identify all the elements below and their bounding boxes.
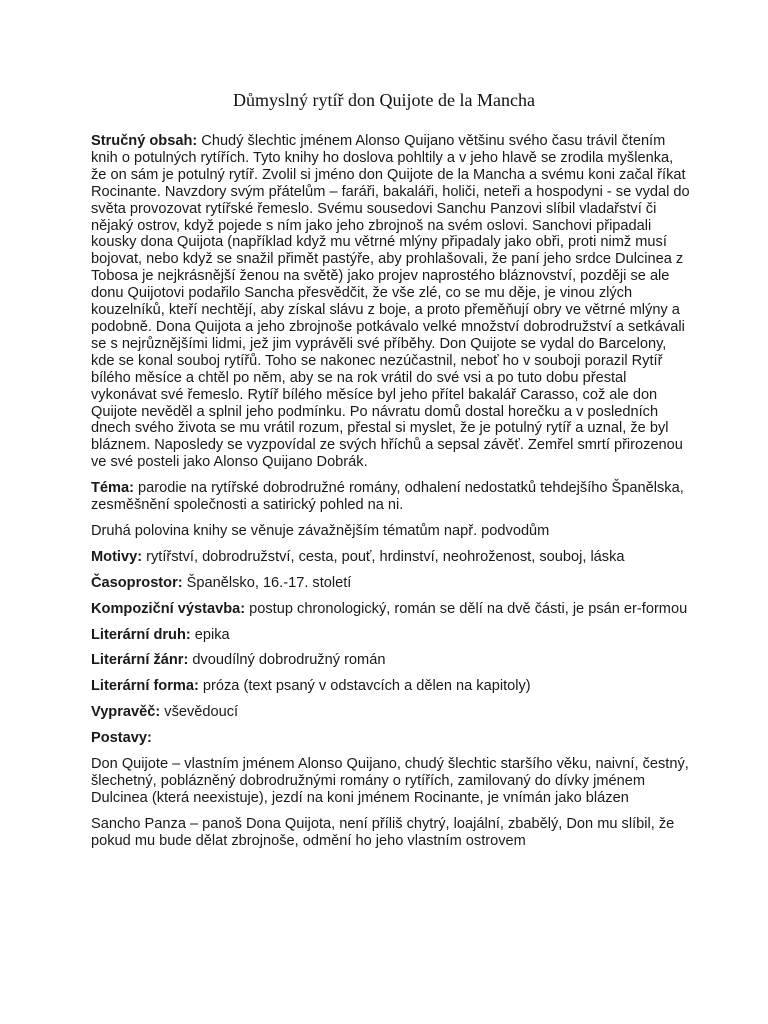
literary-form-label: Literární forma: xyxy=(91,678,199,695)
literary-genre-label: Literární žánr: xyxy=(91,652,189,669)
literary-form-paragraph xyxy=(91,678,691,695)
theme-label: Téma: xyxy=(91,480,134,497)
motifs-label: Motivy: xyxy=(91,548,143,565)
motifs-paragraph xyxy=(91,549,691,566)
literary-kind-paragraph xyxy=(91,627,691,644)
second-half-paragraph: Druhá polovina knihy se věnuje závažnějším tématům např. podvodům xyxy=(91,522,550,539)
literary-kind-label: Literární druh: xyxy=(91,626,191,643)
character-sancho-panza: Sancho Panza – panoš Dona Quijota, není příliš chytrý, loajální, zbabělý, Don mu slíbil, že pokud mu bude dělat zbrojnoše, odmění ho jeho vlastním ostrovem xyxy=(91,815,675,849)
literary-genre-text: dvoudílný dobrodružný román xyxy=(188,652,386,669)
theme-paragraph xyxy=(91,480,691,514)
characters-heading xyxy=(91,730,691,747)
document-title: Důmyslný rytíř don Quijote de la Mancha xyxy=(233,90,535,110)
chronotope-paragraph xyxy=(91,575,691,592)
composition-label: Kompoziční výstavba: xyxy=(91,600,246,617)
literary-kind-text: epika xyxy=(190,626,230,643)
summary-text: Chudý šlechtic jménem Alonso Quijano většinu svého času trávil čtením knih o potulných rytířích. Tyto knihy ho doslova pohltily a v jeho hlavě se zrodila myšlenka, že on sám je potulný rytíř. Zvolil si jméno don Quijote de la Mancha a svému koni začal říkat Rocinante. Navzdory svým přátelům – faráři, bakaláři, holiči, neteři a hospodyni - se vydal do světa provozovat rytířské řemeslo. Svému sousedovi Sanchu Panzovi slíbil vladařství či nějaký ostrov, když pojede s ním jako jeho zbrojnoš na svém oslovi. Sanchovi připadali kousky dona Quijota (například když mu větrné mlýny připadaly jako obři, proti nimž musí bojovat, nebo když se snažil přimět pastýře, aby prohlašovali, že paní jeho srdce Dulcinea z Tobosa je nejkrásnější ženou na světě) jako projev naprostého bláznovství, později se ale donu Quijotovi podařilo Sancha přesvědčit, že vše zlé, co se mu děje, je vinou zlých kouzelníků, kteří nechtějí, aby získal slávu z boje, a proto přeměňují obry ve větrné mlýny a podobně. Dona Quijota a jeho zbrojnoše potkávalo velké množství dobrodružství a setkávali se s nejrůznějšími lidmi, jež jim vyprávěli své příběhy. Don Quijote se vydal do Barcelony, kde se konal souboj rytířů. Toho se nakonec nezúčastnil, neboť ho v souboji porazil Rytíř bílého měsíce a chtěl po něm, aby se na rok vrátil do své vsi a po tuto dobu přestal vykonávat své řemeslo. Rytíř bílého měsíce byl jeho přítel bakalář Carasso, což ale don Quijote nevěděl a splnil jeho podmínku. Po návratu domů dostal horečku a v posledních dnech svého života se mu vrátil rozum, přestal si myslet, že je potulný rytíř a uznal, že byl bláznem. Naposledy se vyzpovídal ze svých hříchů a sepsal závěť. Zemřel smrtí přirozenou ve své posteli jako Alonso Quijano Dobrák. xyxy=(91,133,690,471)
narrator-paragraph xyxy=(91,704,691,721)
summary-paragraph xyxy=(91,133,691,471)
literary-genre-paragraph xyxy=(91,652,691,669)
motifs-text: rytířství, dobrodružství, cesta, pouť, hrdinství, neohroženost, souboj, láska xyxy=(142,548,625,565)
narrator-label: Vypravěč: xyxy=(91,704,161,721)
literary-form-text: próza (text psaný v odstavcích a dělen na kapitoly) xyxy=(198,678,531,695)
composition-paragraph xyxy=(91,601,691,618)
characters-label: Postavy: xyxy=(91,730,152,747)
chronotope-text: Španělsko, 16.-17. století xyxy=(182,574,352,591)
narrator-text: vševědoucí xyxy=(160,704,239,721)
composition-text: postup chronologický, román se dělí na dvě části, je psán er-formou xyxy=(245,600,688,617)
theme-text: parodie na rytířské dobrodružné romány, odhalení nedostatků tehdejšího Španělska, zesměšnění společnosti a satirický pohled na ni. xyxy=(91,480,684,514)
chronotope-label: Časoprostor: xyxy=(91,574,183,591)
document-body xyxy=(91,133,691,859)
summary-label: Stručný obsah: xyxy=(91,133,198,149)
character-don-quijote: Don Quijote – vlastním jménem Alonso Quijano, chudý šlechtic staršího věku, naivní, čestný, šlechetný, poblázněný dobrodružnými romány o rytířích, zamilovaný do dívky jménem Dulcinea (která neexistuje), jezdí na koni jménem Rocinante, je vnímán jako blázen xyxy=(91,756,689,806)
